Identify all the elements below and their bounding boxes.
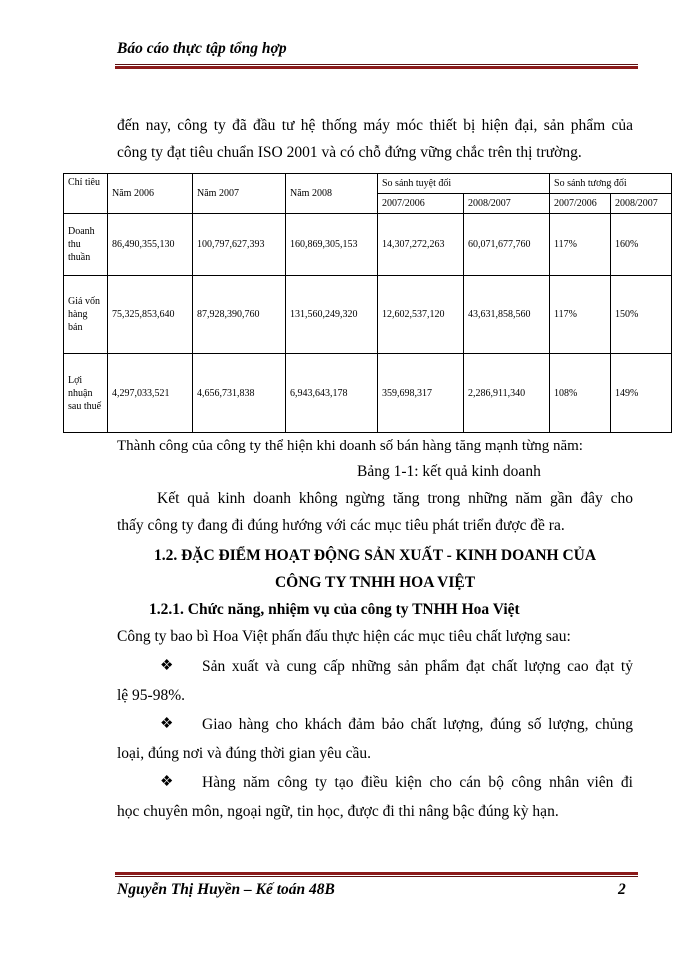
bullet-3-line-2: học chuyên môn, ngoại ngữ, tin học, được đi thi nâng bậc đúng kỳ hạn. (117, 803, 559, 820)
bullet-1-line-1: Sản xuất và cung cấp những sản phẩm đạt chất lượng cao đạt tỷ (202, 658, 633, 675)
cell-2008: 160,869,305,153 (286, 214, 378, 276)
result-line-2: thấy công ty đang đi đúng hướng với các mục tiêu phát triển được đề ra. (117, 517, 565, 534)
intro-line-2: công ty đạt tiêu chuẩn ISO 2001 và có chỗ đứng vững chắc trên thị trường. (117, 144, 582, 161)
subheader-abs-2008-2007: 2008/2007 (464, 194, 550, 214)
page-number: 2 (618, 881, 626, 898)
cell-abs-2008-2007: 60,071,677,760 (464, 214, 550, 276)
subsection-heading: 1.2.1. Chức năng, nhiệm vụ của công ty TNHH Hoa Việt (149, 601, 520, 618)
header-year-2008: Năm 2008 (286, 174, 378, 214)
header-absolute-comparison: So sánh tuyệt đối (378, 174, 550, 194)
header-relative-comparison: So sánh tương đối (550, 174, 672, 194)
success-line: Thành công của công ty thể hiện khi doanh số bán hàng tăng mạnh từng năm: (117, 438, 583, 454)
cell-abs-2008-2007: 2,286,911,340 (464, 354, 550, 433)
cell-2007: 4,656,731,838 (193, 354, 286, 433)
cell-rel-2008-2007: 150% (611, 276, 672, 354)
bullet-2-line-1: Giao hàng cho khách đảm bảo chất lượng, đúng số lượng, chủng (202, 716, 633, 733)
cell-rel-2008-2007: 149% (611, 354, 672, 433)
cell-2006: 75,325,853,640 (108, 276, 193, 354)
header-indicator: Chỉ tiêu (64, 174, 108, 214)
table-row (64, 276, 672, 354)
cell-2006: 4,297,033,521 (108, 354, 193, 433)
intro-line-1: đến nay, công ty đã đầu tư hệ thống máy móc thiết bị hiện đại, sản phẩm của (117, 117, 633, 134)
bullet-2-line-2: loại, đúng nơi và đúng thời gian yêu cầu. (117, 745, 372, 762)
cell-2008: 6,943,643,178 (286, 354, 378, 433)
business-results-table (63, 173, 672, 433)
subheader-rel-2007-2006: 2007/2006 (550, 194, 611, 214)
row-label: Doanh thu thuần (64, 214, 108, 276)
table-row (64, 354, 672, 433)
table-header-row (64, 174, 672, 194)
cell-2006: 86,490,355,130 (108, 214, 193, 276)
subheader-rel-2008-2007: 2008/2007 (611, 194, 672, 214)
header-year-2007: Năm 2007 (193, 174, 286, 214)
row-label: Lợi nhuận sau thuế (64, 354, 108, 433)
section-heading-line-1: 1.2. ĐẶC ĐIỂM HOẠT ĐỘNG SẢN XUẤT - KINH DOANH CỦA (153, 547, 597, 564)
cell-2007: 100,797,627,393 (193, 214, 286, 276)
header-title: Báo cáo thực tập tổng hợp (117, 40, 287, 57)
cell-abs-2007-2006: 12,602,537,120 (378, 276, 464, 354)
cell-rel-2007-2006: 117% (550, 276, 611, 354)
bullet-diamond-icon: ❖ (160, 774, 174, 790)
cell-2008: 131,560,249,320 (286, 276, 378, 354)
cell-abs-2007-2006: 14,307,272,263 (378, 214, 464, 276)
lead-line: Công ty bao bì Hoa Việt phấn đấu thực hiện các mục tiêu chất lượng sau: (117, 628, 571, 645)
header-year-2006: Năm 2006 (108, 174, 193, 214)
cell-rel-2008-2007: 160% (611, 214, 672, 276)
row-label: Giá vốn hàng bán (64, 276, 108, 354)
footer-author: Nguyễn Thị Huyền – Kế toán 48B (117, 881, 335, 898)
header-rule-thin (115, 64, 638, 65)
cell-abs-2008-2007: 43,631,858,560 (464, 276, 550, 354)
header-rule-thick (115, 66, 638, 69)
subheader-abs-2007-2006: 2007/2006 (378, 194, 464, 214)
bullet-3-line-1: Hàng năm công ty tạo điều kiện cho cán bộ công nhân viên đi (202, 774, 633, 791)
table-row (64, 214, 672, 276)
bullet-diamond-icon: ❖ (160, 658, 174, 674)
bullet-1-line-2: lệ 95-98%. (117, 687, 186, 704)
cell-rel-2007-2006: 108% (550, 354, 611, 433)
cell-abs-2007-2006: 359,698,317 (378, 354, 464, 433)
section-heading-line-2: CÔNG TY TNHH HOA VIỆT (274, 574, 476, 591)
footer-rule-thick (115, 872, 638, 875)
cell-rel-2007-2006: 117% (550, 214, 611, 276)
result-line-1: Kết quả kinh doanh không ngừng tăng trong những năm gần đây cho (157, 490, 633, 507)
table-caption: Bảng 1-1: kết quả kinh doanh (357, 463, 541, 480)
cell-2007: 87,928,390,760 (193, 276, 286, 354)
bullet-diamond-icon: ❖ (160, 716, 174, 732)
footer-rule-thin (115, 876, 638, 877)
